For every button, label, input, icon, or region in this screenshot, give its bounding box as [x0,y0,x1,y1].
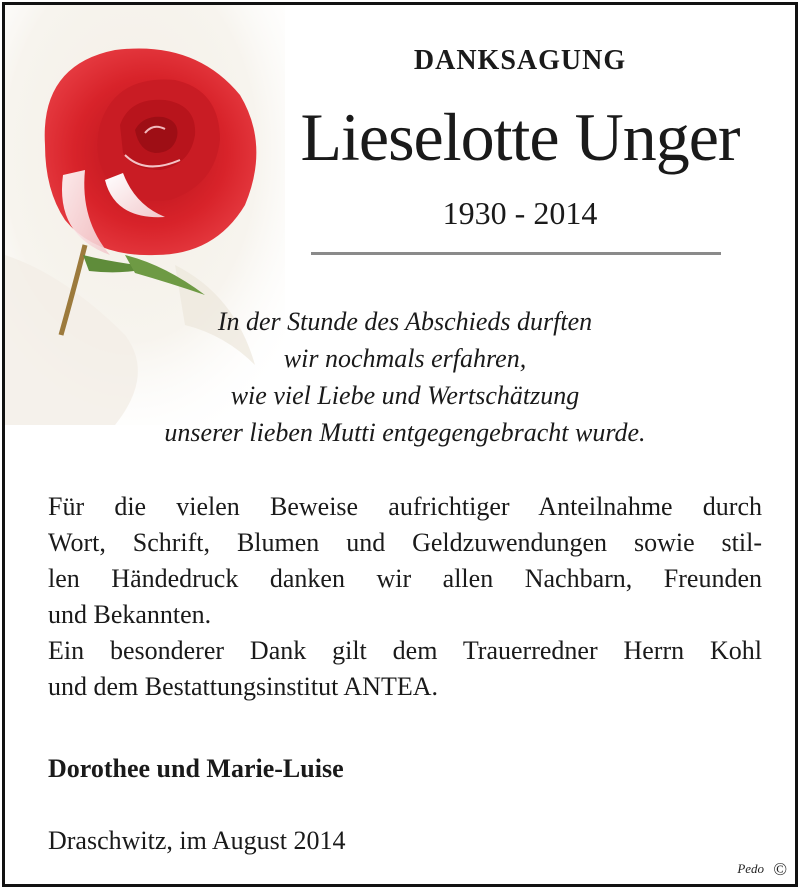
quote-line: wir nochmals erfahren, [283,344,527,373]
deceased-name: Lieselotte Unger [300,99,740,175]
designer-credit [737,859,787,880]
body-line: Für die vielen Beweise aufrichtiger Anteilnahme durch [48,492,762,521]
body-line: und dem Bestattungsinstitut ANTEA. [48,672,438,701]
signers: Dorothee und Marie-Luise [48,754,344,783]
quote-line: wie viel Liebe und Wertschätzung [230,381,580,410]
notice-heading: DANKSAGUNG [413,45,627,76]
copyright-icon: © [773,859,787,879]
body-line: len Händedruck danken wir allen Nachbarn, Freunden [48,564,762,593]
credit-label: Pedo [737,861,765,876]
memorial-quote [45,303,765,451]
divider [311,252,721,255]
quote-line: In der Stunde des Abschieds durften [217,307,593,336]
place-date: Draschwitz, im August 2014 [48,826,346,855]
body-line: und Bekannten. [48,600,212,629]
thanks-paragraph [48,489,762,705]
body-line: Wort, Schrift, Blumen und Geldzuwendungen sowie stil- [48,528,762,557]
obituary-frame [2,2,798,887]
body-line: Ein besonderer Dank gilt dem Trauerredner Herrn Kohl [48,636,762,665]
life-years: 1930 - 2014 [442,195,598,231]
quote-line: unserer lieben Mutti entgegengebracht wurde. [164,418,646,447]
